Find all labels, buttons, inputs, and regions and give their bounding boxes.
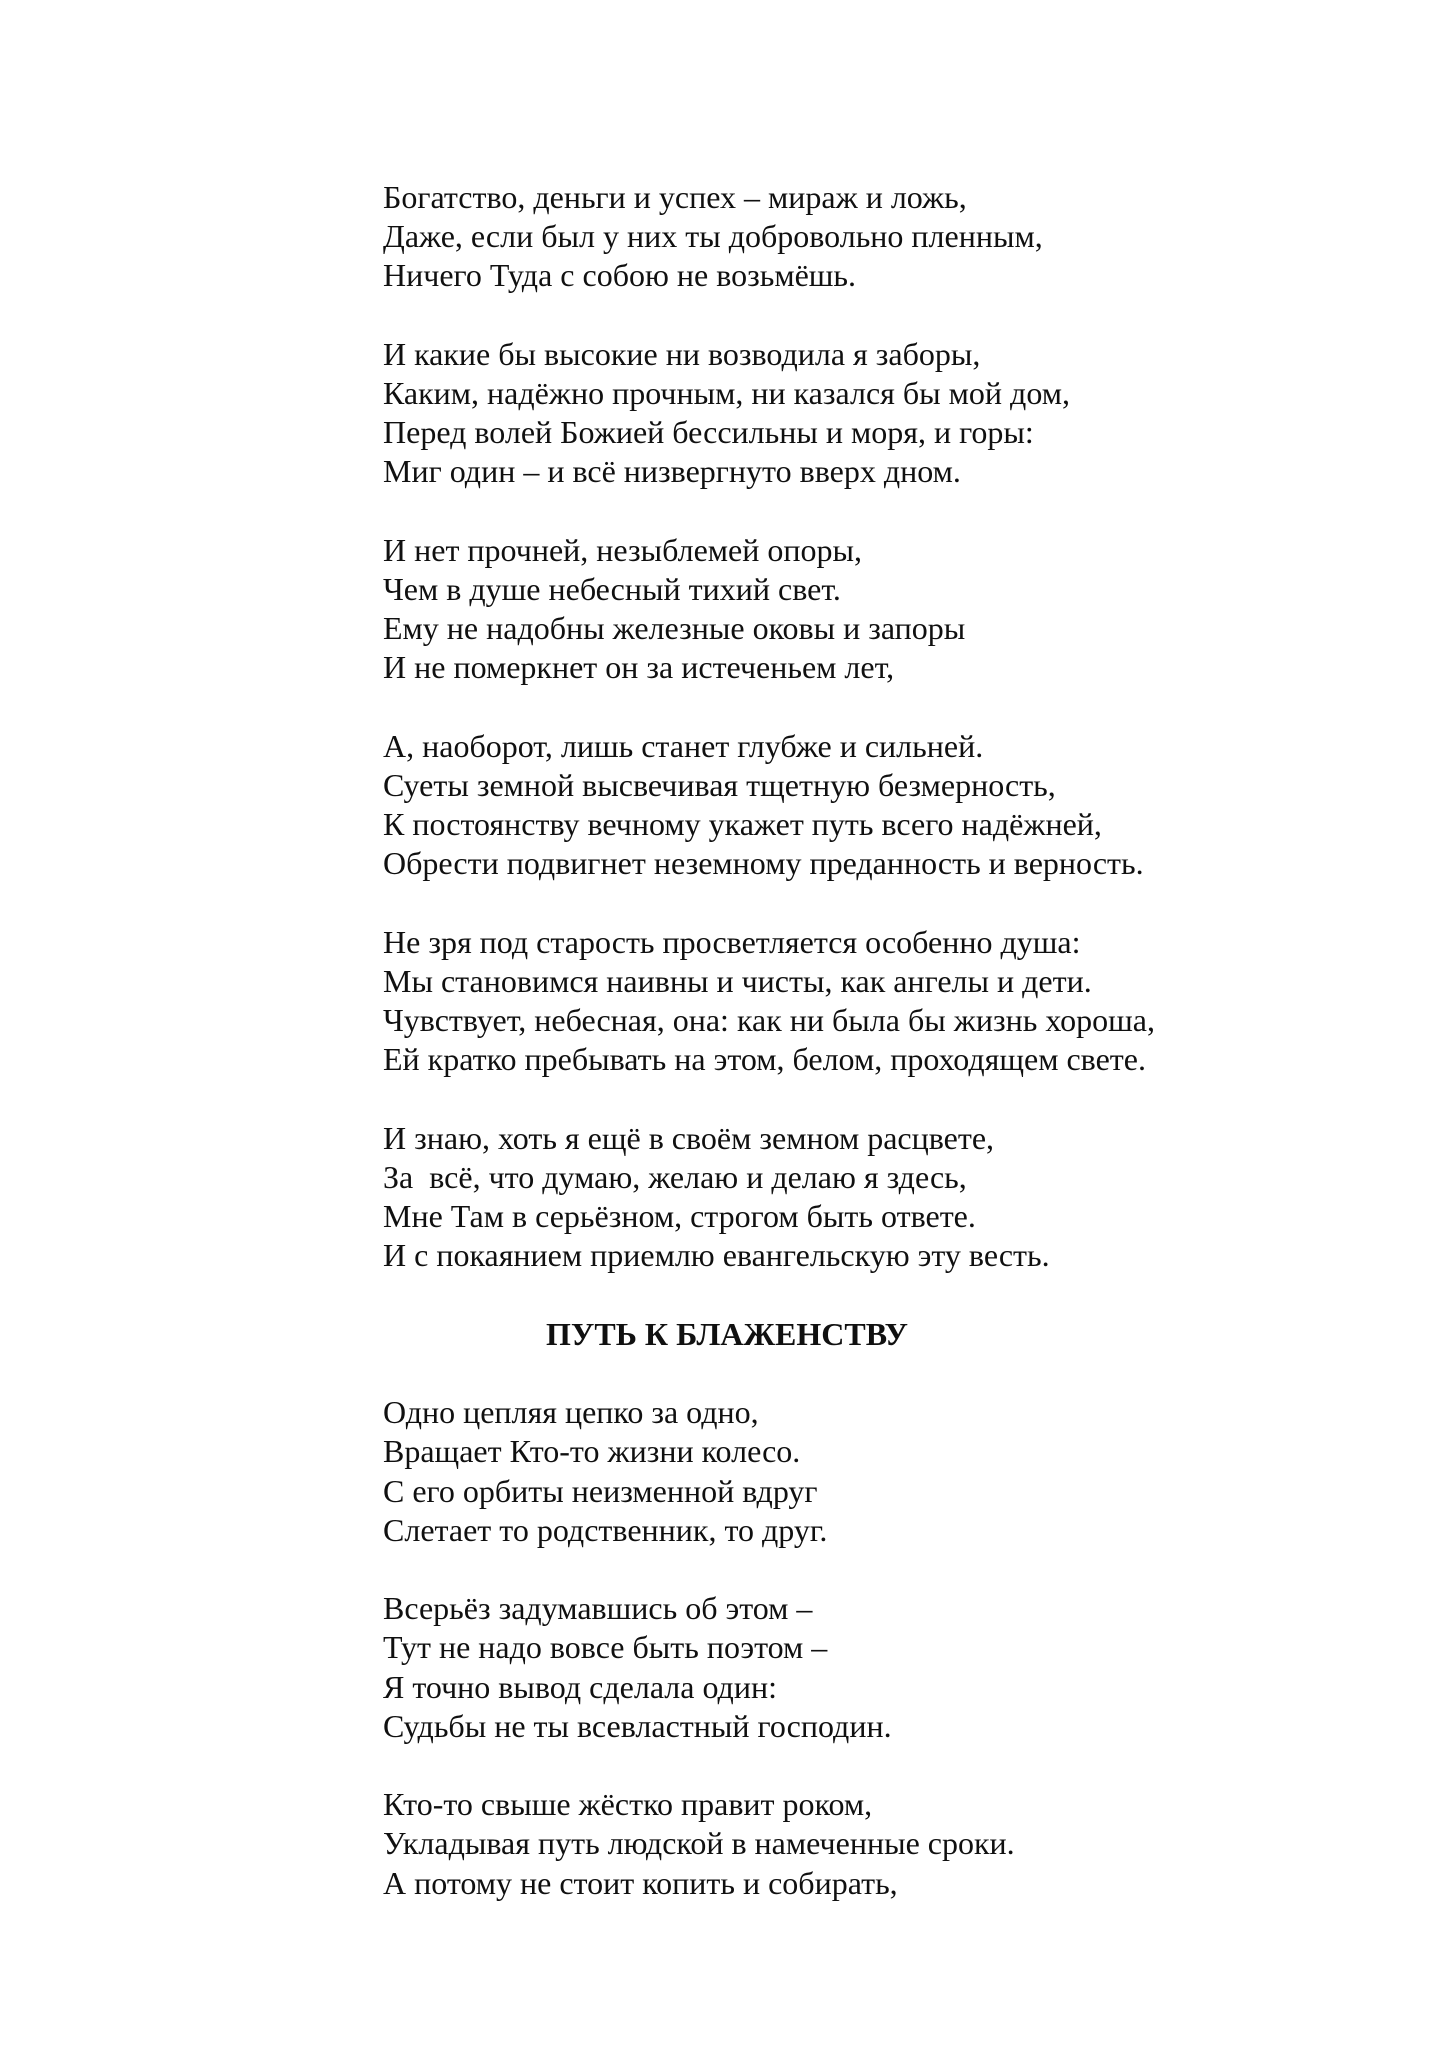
poem-line: Мне Там в серьёзном, строгом быть ответе. [383, 1198, 976, 1235]
poem-line: За всё, что думаю, желаю и делаю я здесь, [383, 1159, 967, 1195]
poem-line: Суеты земной высвечивая тщетную безмерность, [383, 767, 1056, 803]
poem-line: Не зря под старость просветляется особенно душа: [383, 923, 1081, 960]
poem-body [383, 178, 1155, 1942]
poem-line: Мы становимся наивны и чисты, как ангелы и дети. [383, 963, 1092, 999]
stanza [383, 727, 1144, 884]
poem-title: ПУТЬ К БЛАЖЕНСТВУ [546, 1315, 908, 1352]
poem-line: И с покаянием приемлю евангельскую эту весть. [383, 1237, 1050, 1274]
poem-line: Тут не надо вовсе быть поэтом – [383, 1629, 828, 1666]
poem-line: Судьбы не ты всевластный господин. [383, 1707, 892, 1744]
stanza [383, 923, 1155, 1080]
poem-line: Чувствует, небесная, она: как ни была бы жизнь хороша, [383, 1002, 1155, 1039]
stanza [383, 1589, 1071, 1746]
stanza [383, 178, 1071, 296]
poem-line: Слетает то родственник, то друг. [383, 1511, 828, 1548]
poem-line: К постоянству вечному укажет путь всего надёжней, [383, 806, 1102, 843]
poem-line: Одно цепляя цепко за одно, [383, 1394, 759, 1431]
poem-line: А потому не стоит копить и собирать, [383, 1864, 898, 1901]
poem-line: И нет прочней, незыблемей опоры, [383, 531, 862, 568]
stanza [383, 531, 1071, 688]
poem-line: И знаю, хоть я ещё в своём земном расцвете, [383, 1119, 995, 1156]
poem-line: Миг один – и всё низвергнуто вверх дном. [383, 453, 961, 490]
poem-line: Кто-то свыше жёстко правит роком, [383, 1786, 873, 1823]
poem-line: Вращает Кто-то жизни колесо. [383, 1433, 801, 1470]
poem-line: Каким, надёжно прочным, ни казался бы мой дом, [383, 375, 1070, 411]
stanza [383, 335, 1071, 492]
poem-line: И какие бы высокие ни возводила я заборы, [383, 335, 981, 372]
poem-line: И не померкнет он за истеченьем лет, [383, 649, 895, 686]
poem-line: Перед волей Божией бессильны и моря, и горы: [383, 414, 1034, 451]
poem-line: С его орбиты неизменной вдруг [383, 1472, 818, 1509]
poem-line: Ему не надобны железные оковы и запоры [383, 610, 966, 647]
poem-line: Ей кратко пребывать на этом, белом, проходящем свете. [383, 1041, 1146, 1078]
poem-line: Ничего Туда с собою не возьмёшь. [383, 257, 857, 294]
poem-line: Я точно вывод сделала один: [383, 1668, 777, 1705]
stanza [383, 1785, 1071, 1903]
poem-line: Богатство, деньги и успех – мираж и ложь, [383, 179, 967, 215]
poem-line: А, наоборот, лишь станет глубже и сильней. [383, 727, 984, 764]
poem-line: Даже, если был у них ты добровольно пленным, [383, 218, 1043, 255]
poem-line: Чем в душе небесный тихий свет. [383, 571, 841, 607]
poem-line: Всерьёз задумавшись об этом – [383, 1590, 813, 1627]
stanza [383, 1393, 1071, 1550]
poem-line: Укладывая путь людской в намеченные сроки. [383, 1825, 1015, 1862]
poem-line: Обрести подвигнет неземному преданность и верность. [383, 845, 1144, 882]
stanza [383, 1119, 1071, 1276]
